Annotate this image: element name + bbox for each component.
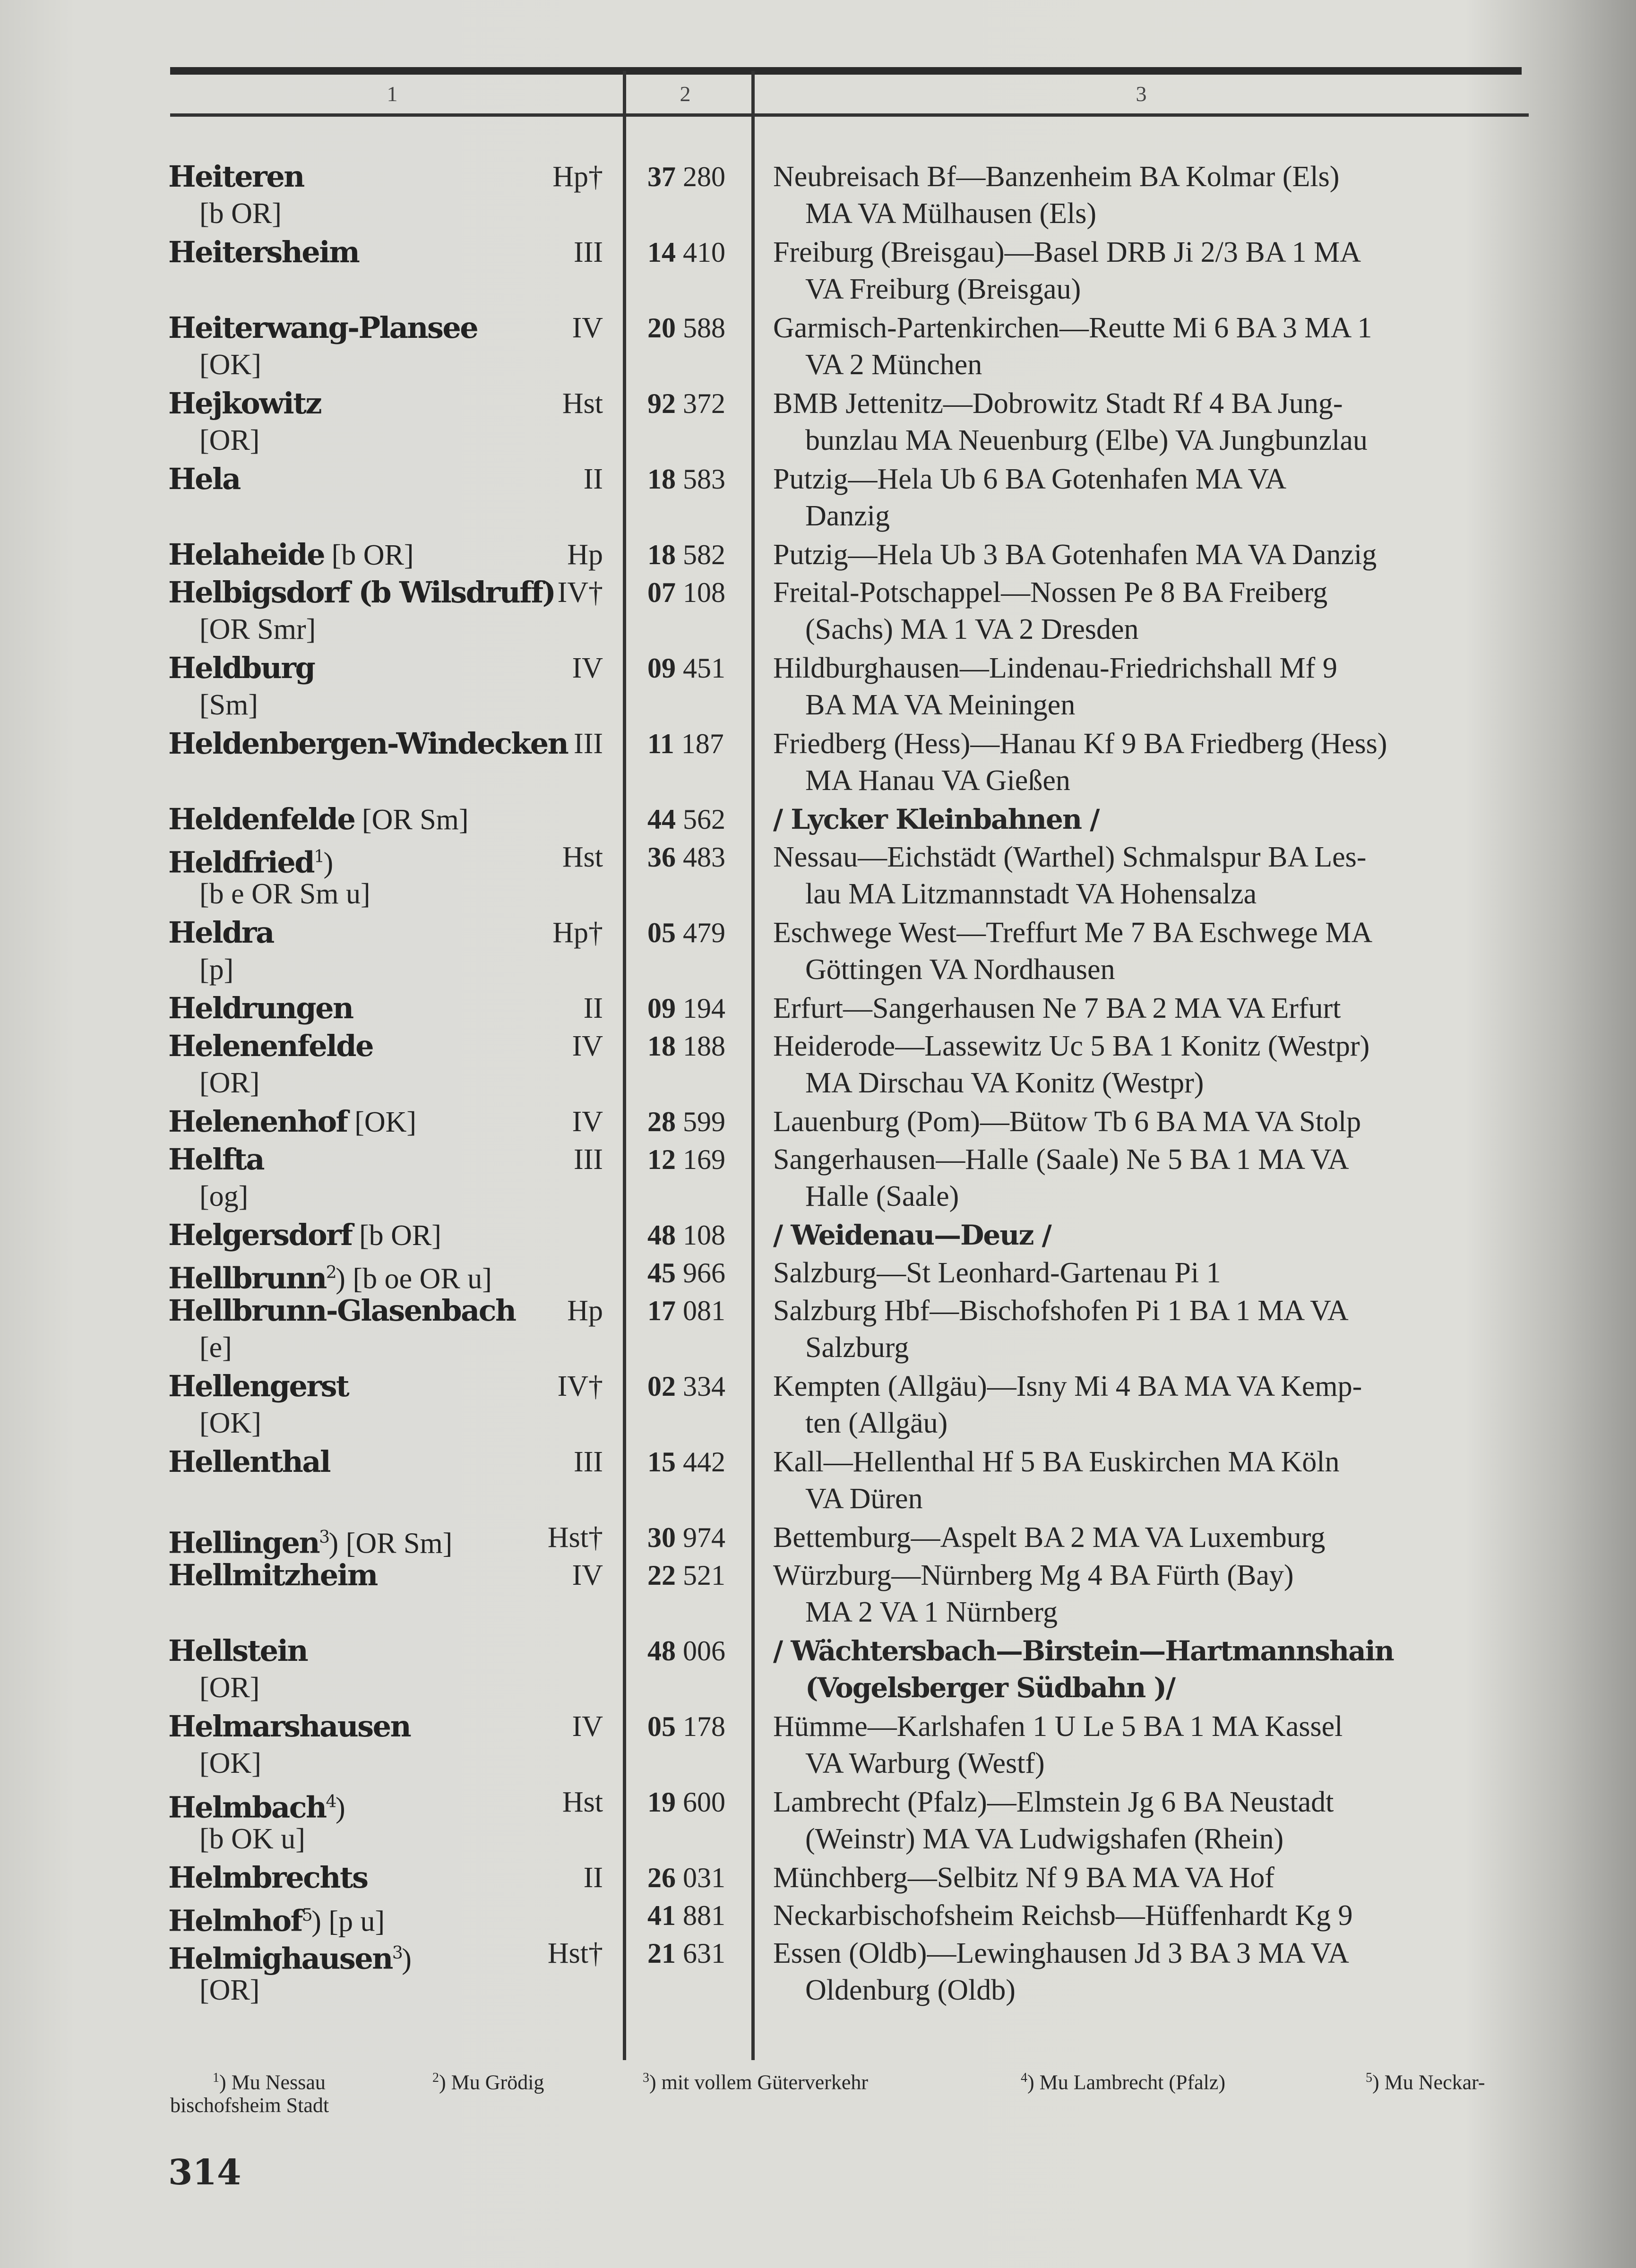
route-description: / Wächtersbach—Birstein—Hartmannshain (Vogelsberger Südbahn )/ [773,1635,1394,1704]
station-number: 41 881 [647,1900,725,1931]
route-description: Salzburg—St Leonhard-Gartenau Pi 1 [773,1257,1221,1289]
footnote-marker: 3 [392,1943,402,1963]
station-name: Helmarshausen [168,1709,411,1744]
column-divider-2 [751,71,755,2060]
station-number: 07 108 [647,577,725,608]
route-description: Sangerhausen—Halle (Saale) Ne 5 BA 1 MA VA Halle (Saale) [773,1143,1349,1212]
station-code: [b OK u] [199,1823,305,1855]
station-number: 36 483 [647,842,725,873]
station-class: Hst [562,841,603,873]
station-number: 19 600 [647,1787,725,1818]
route-description: Salzburg Hbf—Bischofshofen Pi 1 BA 1 MA VA Salzburg [773,1295,1349,1364]
station-number: 15 442 [647,1446,725,1478]
route-description: Münchberg—Selbitz Nf 9 BA MA VA Hof [773,1862,1274,1894]
station-number: 18 582 [647,539,725,570]
station-class: III [574,728,603,760]
column-number-2: 2 [680,82,691,106]
route-description: Garmisch-Partenkirchen—Reutte Mi 6 BA 3 MA 1 VA 2 München [773,312,1372,381]
route-description: / Lycker Kleinbahnen / [773,803,1099,835]
station-name: Helmighausen$^3$) [168,1941,412,1976]
station-name: Hejkowitz [168,386,321,421]
station-class: Hst [562,1786,603,1818]
station-class: Hp [567,1295,603,1327]
station-name: Heldenfelde [OR Sm] [168,802,469,836]
station-name: Helgersdorf [b OR] [168,1218,441,1252]
station-code: [e] [199,1332,232,1364]
station-code: [b e OR Sm u] [199,878,370,910]
station-name: Heldrungen [168,991,353,1025]
route-description: Lambrecht (Pfalz)—Elmstein Jg 6 BA Neustadt (Weinstr) MA VA Ludwigshafen (Rhein) [773,1786,1334,1855]
station-class: Hst† [547,1937,603,1969]
footnote-1: $^1$) Mu Nessau [213,2070,326,2094]
station-code: [og] [199,1180,249,1212]
station-name: Heiterwang-Plansee [168,310,478,345]
route-description: Erfurt—Sangerhausen Ne 7 BA 2 MA VA Erfurt [773,992,1341,1024]
station-name: Heldra [168,915,274,950]
station-number: 21 631 [647,1938,725,1969]
station-name: Heldfried$^1$) [168,845,334,880]
station-number: 05 479 [647,917,725,948]
station-number: 18 583 [647,464,725,495]
footnote-4: $^4$) Mu Lambrecht (Pfalz) [1021,2070,1226,2094]
station-code: [OK] [199,349,261,381]
station-code: [OR Smr] [199,613,316,645]
footnote-marker: 3 [319,1528,329,1547]
station-number: 48 006 [647,1635,725,1667]
station-code: [p] [199,954,234,986]
column-number-1: 1 [387,82,398,106]
station-code: [OR] [199,1067,260,1099]
station-code: [OK] [199,1747,261,1779]
station-name: Hela [168,462,240,496]
station-class: II [583,992,603,1024]
station-name: Helbigsdorf (b Wilsdruff) [168,575,555,610]
station-number: 09 194 [647,993,725,1024]
route-description: Hümme—Karlshafen 1 U Le 5 BA 1 MA Kassel VA Warburg (Westf) [773,1710,1343,1779]
station-number: 02 334 [647,1371,725,1402]
station-number: 12 169 [647,1144,725,1175]
station-number: 14 410 [647,237,725,268]
station-name: Heitersheim [168,235,359,269]
station-class: IV [572,1559,603,1591]
route-description: Hildburghausen—Lindenau-Friedrichshall Mf 9 BA MA VA Meiningen [773,652,1337,721]
station-name: Hellstein [168,1633,308,1668]
station-name: Hellenthal [168,1444,330,1479]
station-class: Hst† [547,1521,603,1554]
station-name: Heldburg [168,651,315,685]
station-name: Helfta [168,1142,264,1177]
footnote-2: $^2$) Mu Grödig [432,2070,544,2094]
station-class: IV [572,1106,603,1138]
station-number: 44 562 [647,804,725,835]
station-number: 37 280 [647,161,725,192]
route-description: Lauenburg (Pom)—Bütow Tb 6 BA MA VA Stolp [773,1106,1361,1138]
route-description: Würzburg—Nürnberg Mg 4 BA Fürth (Bay) MA 2 VA 1 Nürnberg [773,1559,1294,1628]
station-class: Hp† [552,917,603,949]
footnote-marker: 2 [326,1263,336,1282]
station-class: III [574,1143,603,1176]
footnote-marker: 4 [326,1792,336,1812]
station-class: Hst [562,387,603,420]
station-number: 22 521 [647,1560,725,1591]
route-description: Eschwege West—Treffurt Me 7 BA Eschwege MA Göttingen VA Nordhausen [773,917,1373,986]
station-number: 20 588 [647,312,725,344]
station-class: IV† [557,1370,603,1402]
station-class: Hp† [552,161,603,193]
station-class: IV† [557,576,603,609]
station-name: Helmbrechts [168,1860,368,1895]
station-name: Heldenbergen-Windecken [168,726,568,761]
station-number: 09 451 [647,653,725,684]
footnote-marker: 5 [301,1906,312,1925]
station-number: 18 188 [647,1031,725,1062]
column-number-3: 3 [1136,82,1147,106]
station-class: IV [572,312,603,344]
route-description: Neubreisach Bf—Banzenheim BA Kolmar (Els) MA VA Mülhausen (Els) [773,161,1340,230]
station-name: Helmhof$^5$) [p u] [168,1903,385,1938]
column-divider-1 [623,71,626,2060]
station-name: Helmbach$^4$) [168,1790,345,1825]
station-name: Helenenhof [OK] [168,1104,417,1139]
route-description: BMB Jettenitz—Dobrowitz Stadt Rf 4 BA Jung- bunzlau MA Neuenburg (Elbe) VA Jungbunzlau [773,387,1368,456]
station-number: 17 081 [647,1295,725,1326]
footnote-5: $^5$) Mu Neckar- [1366,2070,1485,2094]
route-description: Heiderode—Lassewitz Uc 5 BA 1 Konitz (Westpr) MA Dirschau VA Konitz (Westpr) [773,1030,1370,1099]
route-description: Freiburg (Breisgau)—Basel DRB Ji 2/3 BA 1 MA VA Freiburg (Breisgau) [773,236,1361,305]
station-number: 11 187 [647,728,724,759]
station-code: [b OR] [199,198,282,230]
station-code: [OR] [199,1672,260,1704]
footnote-3: $^3$) mit vollem Güterverkehr [643,2070,869,2094]
route-description: Kempten (Allgäu)—Isny Mi 4 BA MA VA Kemp- ten (Allgäu) [773,1370,1362,1439]
station-name: Hellengerst [168,1369,349,1403]
route-description: Freital-Potschappel—Nossen Pe 8 BA Freiberg (Sachs) MA 1 VA 2 Dresden [773,576,1328,645]
station-class: II [583,463,603,495]
route-description: Essen (Oldb)—Lewinghausen Jd 3 BA 3 MA VA Oldenburg (Oldb) [773,1937,1349,2006]
station-code: [OK] [199,1407,261,1439]
station-number: 26 031 [647,1862,725,1893]
station-code: [OR] [199,1974,260,2006]
route-description: Putzig—Hela Ub 6 BA Gotenhafen MA VA Danzig [773,463,1287,532]
route-description: Bettemburg—Aspelt BA 2 MA VA Luxemburg [773,1521,1326,1554]
footnote-marker: 1 [314,847,324,867]
station-class: IV [572,652,603,684]
route-description: Kall—Hellenthal Hf 5 BA Euskirchen MA Köln VA Düren [773,1446,1340,1515]
station-code: [Sm] [199,689,258,721]
page-number: 314 [168,2152,241,2193]
station-name: Hellmitzheim [168,1558,377,1592]
station-number: 28 599 [647,1106,725,1137]
station-number: 45 966 [647,1257,725,1289]
station-number: 05 178 [647,1711,725,1742]
footnote-5-continuation: bischofsheim Stadt [170,2094,329,2117]
header-rule [170,113,1529,117]
station-class: Hp [567,539,603,571]
station-number: 30 974 [647,1522,725,1553]
station-class: II [583,1862,603,1894]
station-number: 92 372 [647,388,725,419]
station-code: [OR] [199,424,260,456]
route-description: Putzig—Hela Ub 3 BA Gotenhafen MA VA Danzig [773,539,1377,571]
station-number: 48 108 [647,1220,725,1251]
station-name: Hellingen$^3$) [OR Sm] [168,1525,453,1560]
station-class: III [574,236,603,268]
station-name: Heiteren [168,159,304,194]
station-name: Helaheide [b OR] [168,537,414,572]
station-class: IV [572,1030,603,1062]
station-name: Hellbrunn-Glasenbach [168,1293,516,1328]
route-description: Neckarbischofsheim Reichsb—Hüffenhardt Kg 9 [773,1899,1353,1932]
station-class: IV [572,1710,603,1743]
route-description: Nessau—Eichstädt (Warthel) Schmalspur BA Les- lau MA Litzmannstadt VA Hohensalza [773,841,1367,910]
route-description: Friedberg (Hess)—Hanau Kf 9 BA Friedberg (Hess) MA Hanau VA Gießen [773,728,1387,797]
route-description: / Weidenau—Deuz / [773,1219,1051,1251]
top-rule [170,67,1522,75]
station-name: Hellbrunn$^2$) [b oe OR u] [168,1261,492,1296]
station-name: Helenenfelde [168,1029,373,1063]
station-class: III [574,1446,603,1478]
